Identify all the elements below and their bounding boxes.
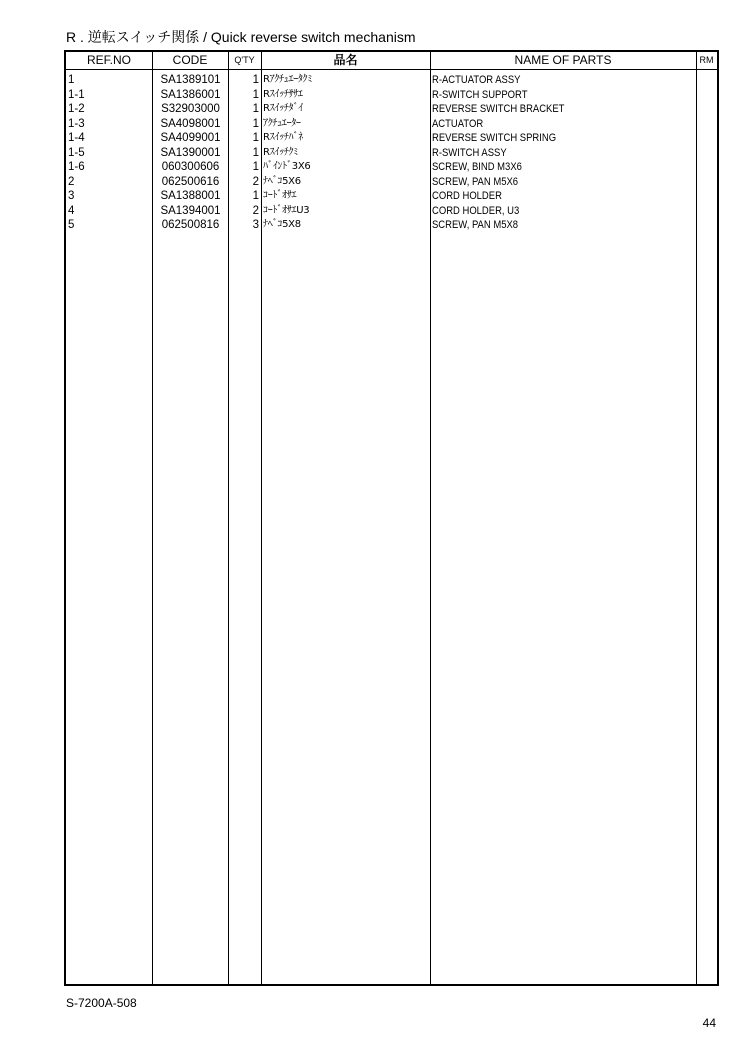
- name-en-cell: R-SWITCH ASSY: [432, 146, 507, 159]
- code-cell: SA1394001: [160, 204, 221, 217]
- table-row: [66, 102, 717, 117]
- name-en-cell: CORD HOLDER, U3: [432, 204, 520, 217]
- ref-cell: 1-3: [68, 117, 85, 130]
- ref-cell: 2: [68, 175, 75, 188]
- table-row: [66, 218, 717, 233]
- code-cell: SA1389101: [160, 74, 221, 86]
- name-en-cell: CORD HOLDER: [432, 190, 502, 202]
- name-jp-cell: ｺｰﾄﾞｵｻｴ: [263, 190, 297, 201]
- qty-cell: 3: [252, 219, 259, 231]
- ref-cell: 5: [68, 219, 75, 231]
- code-cell: 060300606: [161, 161, 220, 173]
- qty-cell: 1: [252, 117, 259, 130]
- name-en-cell: R-SWITCH SUPPORT: [432, 88, 528, 101]
- ref-cell: 1-1: [68, 88, 85, 101]
- code-cell: S32903000: [161, 103, 220, 115]
- name-jp-cell: Rｱｸﾁｭｴｰﾀｸﾐ: [263, 74, 312, 85]
- name-en-cell: REVERSE SWITCH SPRING: [432, 132, 557, 144]
- qty-cell: 1: [252, 190, 259, 202]
- ref-cell: 1-5: [68, 146, 85, 159]
- parts-table: [64, 50, 719, 986]
- table-row: [66, 160, 717, 175]
- table-row: [66, 146, 717, 161]
- name-jp-cell: ﾅﾍﾞｺ5X6: [263, 175, 301, 187]
- code-cell: SA1388001: [160, 190, 221, 202]
- code-cell: SA1386001: [160, 88, 221, 101]
- code-cell: 062500816: [161, 219, 220, 231]
- qty-cell: 2: [252, 204, 259, 217]
- name-jp-cell: Rｽｲｯﾁﾊﾞﾈ: [263, 132, 303, 143]
- document-code: S-7200A-508: [66, 996, 137, 1010]
- ref-cell: 4: [68, 204, 75, 217]
- ref-cell: 1-2: [68, 103, 85, 115]
- table-header: [66, 52, 717, 70]
- header-qty: Q'TY: [234, 55, 255, 65]
- name-en-cell: R-ACTUATOR ASSY: [432, 74, 521, 86]
- qty-cell: 1: [252, 146, 259, 159]
- qty-cell: 2: [252, 175, 259, 188]
- code-cell: SA4098001: [160, 117, 221, 130]
- table-row: [66, 117, 717, 132]
- table-body: [66, 73, 717, 233]
- ref-cell: 3: [68, 190, 75, 202]
- code-cell: SA4099001: [160, 132, 221, 144]
- page-title: R . 逆転スイッチ関係 / Quick reverse switch mechanism: [66, 29, 416, 45]
- name-jp-cell: Rｽｲｯﾁｻｻｴ: [263, 88, 303, 100]
- table-row: [66, 88, 717, 103]
- header-ref-no: REF.NO: [86, 53, 131, 67]
- code-cell: 062500616: [161, 175, 220, 188]
- name-jp-cell: ｱｸﾁｭｴｰﾀｰ: [263, 117, 301, 129]
- table-row: [66, 131, 717, 146]
- name-jp-cell: Rｽｲｯﾁﾀﾞｲ: [263, 103, 303, 114]
- name-jp-cell: ｺｰﾄﾞｵｻｴU3: [263, 204, 310, 216]
- qty-cell: 1: [252, 88, 259, 101]
- table-row: [66, 73, 717, 88]
- name-en-cell: ACTUATOR: [432, 117, 484, 130]
- name-jp-cell: ﾊﾞｲﾝﾄﾞ3X6: [263, 161, 311, 172]
- qty-cell: 1: [252, 161, 259, 173]
- ref-cell: 1: [68, 74, 75, 86]
- header-name-jp: 品名: [333, 53, 358, 67]
- ref-cell: 1-6: [68, 161, 85, 173]
- table-row: [66, 189, 717, 204]
- ref-cell: 1-4: [68, 132, 85, 144]
- name-en-cell: REVERSE SWITCH BRACKET: [432, 103, 565, 115]
- name-en-cell: SCREW, PAN M5X8: [432, 219, 519, 231]
- name-en-cell: SCREW, PAN M5X6: [432, 175, 519, 188]
- name-jp-cell: ﾅﾍﾞｺ5X8: [263, 219, 301, 230]
- qty-cell: 1: [252, 132, 259, 144]
- header-code: CODE: [172, 53, 208, 67]
- table-row: [66, 204, 717, 219]
- header-name-en: NAME OF PARTS: [514, 53, 612, 67]
- page-number: 44: [702, 1016, 716, 1030]
- qty-cell: 1: [252, 103, 259, 115]
- header-rm: RM: [699, 55, 714, 65]
- qty-cell: 1: [252, 74, 259, 86]
- name-jp-cell: Rｽｲｯﾁｸﾐ: [263, 146, 298, 158]
- table-row: [66, 175, 717, 190]
- code-cell: SA1390001: [160, 146, 221, 159]
- name-en-cell: SCREW, BIND M3X6: [432, 161, 522, 173]
